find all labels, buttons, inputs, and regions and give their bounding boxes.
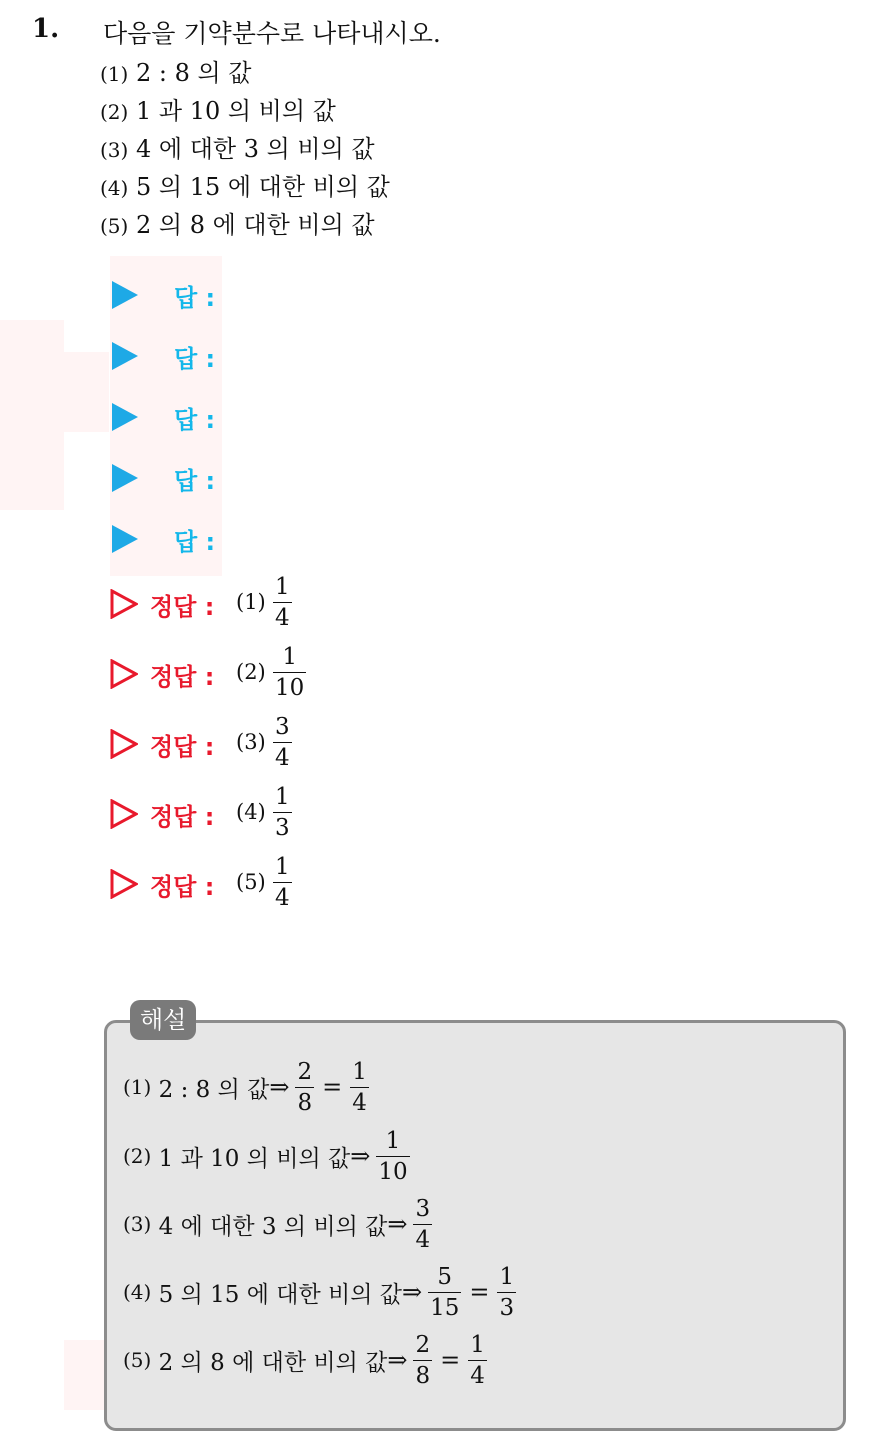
fraction-bar bbox=[350, 1087, 369, 1088]
fraction bbox=[273, 715, 292, 770]
line-text: 5 의 15 에 대한 비의 값 bbox=[158, 1281, 402, 1308]
item-label: (5) bbox=[100, 214, 129, 238]
implies-arrow: ⇒ bbox=[387, 1210, 408, 1238]
item-label: (2) bbox=[100, 100, 129, 124]
item-text: 4 에 대한 3 의 비의 값 bbox=[135, 135, 375, 163]
line-label: (2) bbox=[123, 1144, 152, 1168]
fraction bbox=[468, 1333, 487, 1388]
denominator: 4 bbox=[275, 605, 290, 631]
play-triangle-icon bbox=[112, 342, 138, 370]
play-triangle-icon bbox=[112, 464, 138, 492]
fraction-bar bbox=[376, 1156, 409, 1157]
denominator: 4 bbox=[415, 1226, 431, 1253]
fraction-bar bbox=[273, 812, 292, 813]
outline-triangle-icon bbox=[110, 659, 138, 689]
equals-sign: = bbox=[322, 1073, 343, 1101]
equals-sign: = bbox=[440, 1346, 461, 1374]
outline-triangle-icon bbox=[110, 729, 138, 759]
answer-row[interactable] bbox=[112, 278, 216, 312]
answer-label: 답 : bbox=[174, 527, 216, 556]
question-item bbox=[100, 167, 390, 202]
line-text: 4 에 대한 3 의 비의 값 bbox=[158, 1213, 388, 1240]
outline-triangle-icon bbox=[110, 799, 138, 829]
answer-row[interactable] bbox=[112, 339, 216, 373]
fraction-bar bbox=[273, 672, 306, 673]
answer-row[interactable] bbox=[112, 400, 216, 434]
question-item bbox=[100, 91, 336, 126]
equals-sign: = bbox=[469, 1278, 490, 1306]
denominator: 10 bbox=[378, 1158, 408, 1185]
fraction bbox=[497, 1265, 516, 1320]
numerator: 3 bbox=[415, 1195, 431, 1222]
correct-label: 정답 : bbox=[150, 733, 215, 761]
numerator: 1 bbox=[275, 854, 290, 880]
fraction-bar bbox=[273, 882, 292, 883]
outline-triangle-icon bbox=[110, 869, 138, 899]
item-label: (4) bbox=[100, 176, 129, 200]
explanation-line bbox=[123, 1126, 410, 1186]
item-text: 2 : 8 의 값 bbox=[135, 59, 252, 87]
item-text: 1 과 10 의 비의 값 bbox=[135, 97, 336, 125]
fraction-bar bbox=[468, 1360, 487, 1361]
answer-label: 답 : bbox=[174, 283, 216, 312]
answer-row[interactable] bbox=[112, 461, 216, 495]
fraction-bar bbox=[273, 742, 292, 743]
correct-label: 정답 : bbox=[150, 803, 215, 831]
line-text: 2 : 8 의 값 bbox=[158, 1076, 270, 1103]
implies-arrow: ⇒ bbox=[401, 1278, 423, 1306]
line-text: 1 과 10 의 비의 값 bbox=[158, 1145, 351, 1172]
answer-label: 답 : bbox=[174, 405, 216, 434]
question-item bbox=[100, 53, 252, 88]
fraction bbox=[413, 1197, 432, 1252]
numerator: 1 bbox=[352, 1058, 367, 1085]
question-item bbox=[100, 129, 375, 164]
fraction bbox=[350, 1060, 369, 1115]
fraction bbox=[428, 1265, 461, 1320]
line-label: (1) bbox=[123, 1075, 152, 1099]
answer-label: 답 : bbox=[174, 344, 216, 373]
fraction-bar bbox=[413, 1224, 432, 1225]
answer-row[interactable] bbox=[112, 522, 216, 556]
fraction bbox=[273, 645, 306, 700]
fraction-bar bbox=[428, 1292, 461, 1293]
outline-triangle-icon bbox=[110, 589, 138, 619]
line-label: (4) bbox=[123, 1280, 152, 1304]
denominator: 8 bbox=[415, 1362, 431, 1389]
numerator: 1 bbox=[470, 1331, 485, 1358]
denominator: 4 bbox=[275, 745, 290, 771]
fraction-bar bbox=[497, 1292, 516, 1293]
bg-patch bbox=[64, 352, 109, 432]
implies-arrow: ⇒ bbox=[269, 1073, 290, 1101]
numerator: 1 bbox=[275, 574, 290, 600]
denominator: 4 bbox=[470, 1362, 485, 1389]
fraction bbox=[273, 575, 292, 630]
fraction-bar bbox=[413, 1360, 432, 1361]
numerator: 3 bbox=[275, 714, 290, 740]
correct-item-label: (2) bbox=[236, 660, 266, 684]
fraction bbox=[295, 1060, 314, 1115]
implies-arrow: ⇒ bbox=[387, 1346, 408, 1374]
denominator: 3 bbox=[499, 1294, 515, 1321]
play-triangle-icon bbox=[112, 281, 138, 309]
denominator: 4 bbox=[352, 1089, 367, 1116]
numerator: 1 bbox=[499, 1263, 515, 1290]
item-label: (3) bbox=[100, 138, 129, 162]
item-label: (1) bbox=[100, 62, 129, 86]
denominator: 10 bbox=[275, 675, 305, 701]
line-label: (3) bbox=[123, 1212, 152, 1236]
line-text: 2 의 8 에 대한 비의 값 bbox=[158, 1349, 388, 1376]
fraction bbox=[273, 785, 292, 840]
numerator: 1 bbox=[385, 1127, 401, 1154]
bg-patch bbox=[0, 320, 64, 510]
correct-label: 정답 : bbox=[150, 663, 215, 691]
answer-label: 답 : bbox=[174, 466, 216, 495]
numerator: 1 bbox=[282, 644, 297, 670]
explanation-line bbox=[123, 1262, 516, 1322]
denominator: 15 bbox=[430, 1294, 460, 1321]
explanation-line bbox=[123, 1057, 369, 1117]
denominator: 4 bbox=[275, 885, 290, 911]
item-text: 2 의 8 에 대한 비의 값 bbox=[135, 211, 375, 239]
play-triangle-icon bbox=[112, 525, 138, 553]
question-number: 1. bbox=[32, 14, 60, 44]
item-text: 5 의 15 에 대한 비의 값 bbox=[135, 173, 390, 201]
line-label: (5) bbox=[123, 1348, 152, 1372]
explanation-tag: 해설 bbox=[130, 1000, 196, 1040]
correct-item-label: (5) bbox=[236, 870, 266, 894]
question-prompt: 다음을 기약분수로 나타내시오. bbox=[103, 19, 441, 48]
explanation-line bbox=[123, 1330, 487, 1390]
denominator: 8 bbox=[297, 1089, 313, 1116]
bg-patch bbox=[64, 1340, 104, 1410]
correct-label: 정답 : bbox=[150, 593, 215, 621]
implies-arrow: ⇒ bbox=[350, 1142, 371, 1170]
denominator: 3 bbox=[275, 815, 290, 841]
correct-item-label: (1) bbox=[236, 590, 266, 614]
correct-label: 정답 : bbox=[150, 873, 215, 901]
question-item bbox=[100, 205, 375, 240]
numerator: 1 bbox=[275, 784, 290, 810]
fraction bbox=[413, 1333, 432, 1388]
fraction bbox=[376, 1129, 409, 1184]
numerator: 5 bbox=[437, 1263, 453, 1290]
play-triangle-icon bbox=[112, 403, 138, 431]
fraction-bar bbox=[273, 602, 292, 603]
fraction bbox=[273, 855, 292, 910]
correct-item-label: (3) bbox=[236, 730, 266, 754]
explanation-line bbox=[123, 1194, 432, 1254]
fraction-bar bbox=[295, 1087, 314, 1088]
numerator: 2 bbox=[415, 1331, 431, 1358]
correct-item-label: (4) bbox=[236, 800, 266, 824]
numerator: 2 bbox=[297, 1058, 313, 1085]
